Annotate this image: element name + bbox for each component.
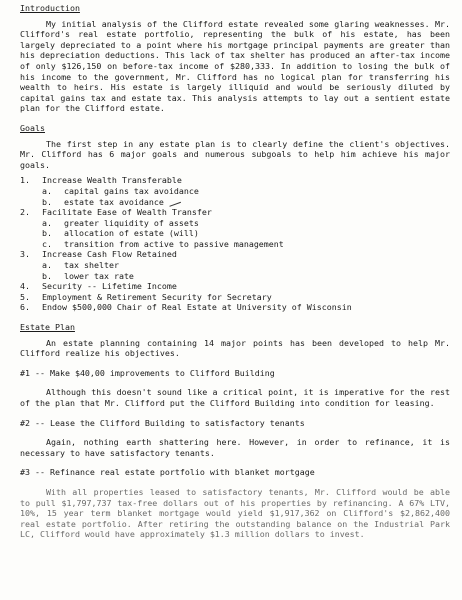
goal-subitem: b. allocation of estate (will) bbox=[42, 228, 199, 239]
goal-subitem: a. tax shelter bbox=[42, 260, 119, 271]
goal-subitem: b. lower tax rate bbox=[42, 270, 134, 281]
point-1-title: #1 -- Make $40,00 improvements to Clifford Building bbox=[20, 367, 275, 378]
goal-subitem: a. capital gains tax avoidance bbox=[42, 185, 199, 196]
goal-subitem: c. transition from active to passive management bbox=[42, 238, 284, 249]
point-2-paragraph: Again, nothing earth shattering here. However, in order to refinance, it is necessary to have satisfactory tenants. bbox=[20, 437, 450, 458]
point-1-paragraph: Although this doesn't sound like a critical point, it is imperative for the rest of the plan that Mr. Clifford put the Clifford Building into condition for leasing. bbox=[20, 387, 450, 408]
estate-plan-paragraph: An estate planning containing 14 major points has been developed to help Mr. Clifford realize his objectives. bbox=[20, 337, 450, 359]
goal-item-6: 6. Endow $500,000 Chair of Real Estate at University of Wisconsin bbox=[20, 302, 352, 313]
goal-item-5: 5. Employment & Retirement Security for Secretary bbox=[20, 291, 272, 302]
goal-item-3: 3. Increase Cash Flow Retained bbox=[20, 249, 177, 260]
point-3-paragraph: With all properties leased to satisfactory tenants, Mr. Clifford would be able to pull $1,797,737 tax-free dollars out of his properties by refinancing. A 67% LTV, 10%, 15 year term blanket mortgage would yield $1,917,362 on Clifford's $2,862,400 real estate portfolio. After retiring the outstanding balance on the Industrial Park LC, Clifford would have approximately $1.3 million dollars to invest. bbox=[20, 486, 450, 540]
goal-subitem: a. greater liquidity of assets bbox=[42, 217, 199, 228]
intro-paragraph: My initial analysis of the Clifford estate revealed some glaring weaknesses. Mr. Clifford's real estate portfolio, representing the bulk of his estate, has been largely depreciated to a point where his mortgage principal payments are greater than his depreciation deductions. This lack of tax shelter has produced an after-tax income of only $126,150 on before-tax income of $280,333. In addition to losing the bulk of his income to the government, Mr. Clifford has no logical plan for transferring his wealth to heirs. His estate is largely illiquid and would be seriously diluted by capital gains tax and estate tax. This analysis attempts to lay out a sentient estate plan for the Clifford estate. bbox=[20, 18, 450, 114]
intro-heading: Introduction bbox=[20, 3, 80, 13]
goals-paragraph: The first step in any estate plan is to clearly define the client's objectives. Mr. Clifford has 6 major goals and numerous subgoals to help him achieve his major goals. bbox=[20, 138, 450, 170]
goal-item-1: 1. Increase Wealth Transferable bbox=[20, 175, 182, 186]
goals-heading: Goals bbox=[20, 122, 45, 133]
point-2-title: #2 -- Lease the Clifford Building to satisfactory tenants bbox=[20, 417, 305, 428]
goal-item-4: 4. Security -- Lifetime Income bbox=[20, 281, 177, 292]
goal-item-2: 2. Facilitate Ease of Wealth Transfer bbox=[20, 207, 212, 218]
goal-subitem: b. estate tax avoidance bbox=[20, 197, 450, 208]
goals-list bbox=[20, 175, 450, 313]
estate-plan-heading: Estate Plan bbox=[20, 322, 75, 333]
point-3-title: #3 -- Refinance real estate portfolio with blanket mortgage bbox=[20, 467, 315, 478]
